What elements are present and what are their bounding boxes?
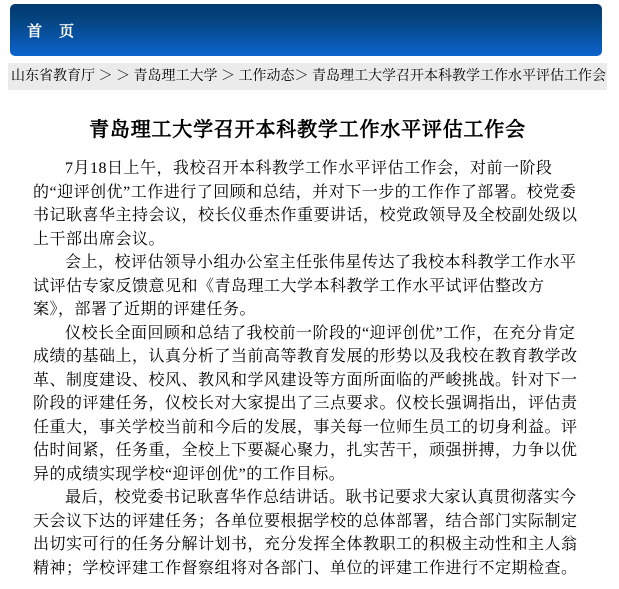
breadcrumb — [8, 63, 607, 90]
article-paragraph: 7月18日上午，我校召开本科教学工作水平评估工作会，对前一阶段的“迎评创优”工作进行了回顾和总结，并对下一步的工作作了部署。校党委书记耿喜华主持会议，校长仪垂杰作重要讲话，校党政领导及全校副处级以上干部出席会议。 — [33, 160, 578, 248]
breadcrumb-item-provincial-education-dept[interactable]: 山东省教育厅 — [11, 69, 95, 84]
article-paragraph: 会上，校评估领导小组办公室主任张伟星传达了我校本科教学工作水平试评估专家反馈意见和《青岛理工大学本科教学工作水平试评估整改方案》，部署了近期的评建任务。 — [33, 254, 577, 318]
breadcrumb-item-university[interactable]: 青岛理工大学 — [133, 69, 218, 84]
article-body — [0, 90, 619, 580]
top-nav-bar — [10, 4, 602, 56]
home-link[interactable]: 首 页 — [27, 23, 76, 40]
breadcrumb-item-current-article: 青岛理工大学召开本科教学工作水平评估工作会 — [312, 69, 606, 84]
breadcrumb-separator: ＞ — [294, 69, 312, 84]
breadcrumb-separator: ＞ ＞ — [95, 69, 134, 84]
article-paragraph: 仪校长全面回顾和总结了我校前一阶段的“迎评创优”工作，在充分肯定成绩的基础上，认真分析了当前高等教育发展的形势以及我校在教育教学改革、制度建设、校风、教风和学风建设等方面所面临的严峻挑战。针对下一阶段的评建任务，仪校长对大家提出了三点要求。仪校长强调指出，评估责任重大，事关学校当前和今后的发展，事关每一位师生员工的切身利益。评估时间紧，任务重，全校上下要凝心聚力，扎实苦干，顽强拼搏，力争以优异的成绩实现学校“迎评创优”的工作目标。 — [33, 324, 578, 483]
page-title: 青岛理工大学召开本科教学工作水平评估工作会 — [89, 119, 526, 141]
article-paragraph: 最后，校党委书记耿喜华作总结讲话。耿书记要求大家认真贯彻落实今天会议下达的评建任务；各单位要根据学校的总体部署，结合部门实际制定出切实可行的任务分解计划书，充分发挥全体教职工的积极主动性和主人翁精神；学校评建工作督察组将对各部门、单位的评建工作进行不定期检查。 — [33, 489, 578, 577]
breadcrumb-item-work-news[interactable]: 工作动态 — [238, 69, 295, 84]
breadcrumb-separator: ＞ — [217, 69, 239, 84]
